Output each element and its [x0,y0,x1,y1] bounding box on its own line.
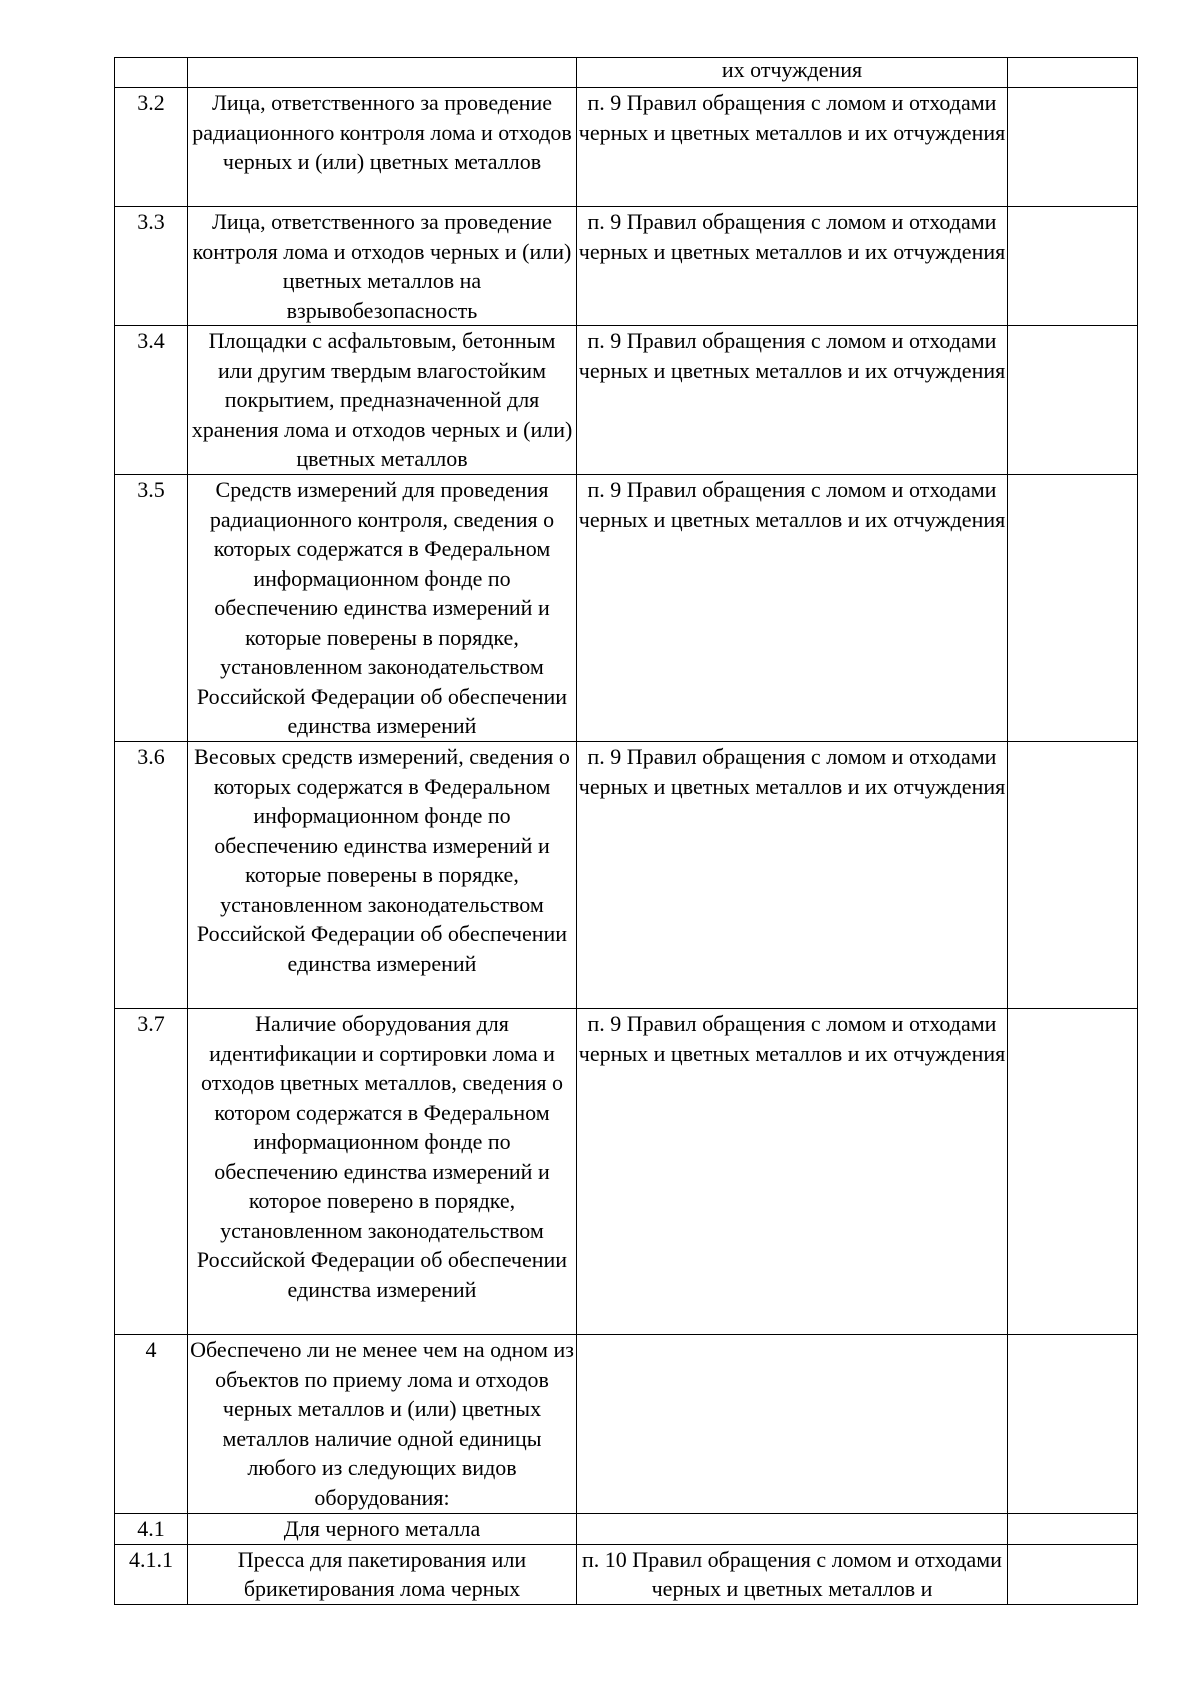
note-cell [1008,88,1138,207]
row-number-cell: 3.5 [115,475,188,742]
note-cell [1008,1335,1138,1514]
legal-reference-cell [577,1514,1008,1545]
requirement-cell: Для черного металла [188,1514,577,1545]
legal-reference-cell: п. 9 Правил обращения с ломом и отходами черных и цветных металлов и их отчуждения [577,742,1008,1009]
row-number-cell: 3.3 [115,207,188,326]
table-row [115,475,1138,742]
requirement-cell: Площадки с асфальтовым, бетонным или другим твердым влагостойким покрытием, предназначенной для хранения лома и отходов черных и (или) цветных металлов [188,326,577,475]
row-number-cell: 3.4 [115,326,188,475]
table-row [115,1514,1138,1545]
row-number-cell: 3.7 [115,1009,188,1335]
requirements-table [114,57,1138,1605]
requirement-cell: Лица, ответственного за проведение контроля лома и отходов черных и (или) цветных металлов на взрывобезопасность [188,207,577,326]
row-number-cell: 3.2 [115,88,188,207]
note-cell [1008,1514,1138,1545]
table-row [115,58,1138,88]
row-number-cell: 3.6 [115,742,188,1009]
note-cell [1008,1544,1138,1604]
table-row [115,207,1138,326]
requirement-cell [188,58,577,88]
table-row [115,1544,1138,1604]
legal-reference-cell: п. 9 Правил обращения с ломом и отходами черных и цветных металлов и их отчуждения [577,1009,1008,1335]
note-cell [1008,475,1138,742]
requirement-cell: Весовых средств измерений, сведения о которых содержатся в Федеральном информационном фонде по обеспечению единства измерений и которые поверены в порядке, установленном законодательством Российской Федерации об обеспечении единства измерений [188,742,577,1009]
requirement-cell: Средств измерений для проведения радиационного контроля, сведения о которых содержатся в Федеральном информационном фонде по обеспечению единства измерений и которые поверены в порядке, установленном законодательством Российской Федерации об обеспечении единства измерений [188,475,577,742]
table-row [115,88,1138,207]
table-row [115,742,1138,1009]
legal-reference-cell: п. 10 Правил обращения с ломом и отходами черных и цветных металлов и [577,1544,1008,1604]
requirement-cell: Пресса для пакетирования или брикетирования лома черных [188,1544,577,1604]
note-cell [1008,207,1138,326]
note-cell [1008,1009,1138,1335]
legal-reference-cell: п. 9 Правил обращения с ломом и отходами черных и цветных металлов и их отчуждения [577,207,1008,326]
legal-reference-cell: п. 9 Правил обращения с ломом и отходами черных и цветных металлов и их отчуждения [577,326,1008,475]
note-cell [1008,742,1138,1009]
table-row [115,1009,1138,1335]
legal-reference-cell: их отчуждения [577,58,1008,88]
requirement-cell: Лица, ответственного за проведение радиационного контроля лома и отходов черных и (или) цветных металлов [188,88,577,207]
legal-reference-cell: п. 9 Правил обращения с ломом и отходами черных и цветных металлов и их отчуждения [577,88,1008,207]
row-number-cell: 4.1 [115,1514,188,1545]
legal-reference-cell [577,1335,1008,1514]
table-row [115,326,1138,475]
row-number-cell: 4.1.1 [115,1544,188,1604]
note-cell [1008,58,1138,88]
row-number-cell: 4 [115,1335,188,1514]
row-number-cell [115,58,188,88]
requirement-cell: Обеспечено ли не менее чем на одном из объектов по приему лома и отходов черных металлов и (или) цветных металлов наличие одной единицы любого из следующих видов оборудования: [188,1335,577,1514]
table-row [115,1335,1138,1514]
legal-reference-cell: п. 9 Правил обращения с ломом и отходами черных и цветных металлов и их отчуждения [577,475,1008,742]
note-cell [1008,326,1138,475]
requirement-cell: Наличие оборудования для идентификации и сортировки лома и отходов цветных металлов, сведения о котором содержатся в Федеральном информационном фонде по обеспечению единства измерений и которое поверено в порядке, установленном законодательством Российской Федерации об обеспечении единства измерений [188,1009,577,1335]
